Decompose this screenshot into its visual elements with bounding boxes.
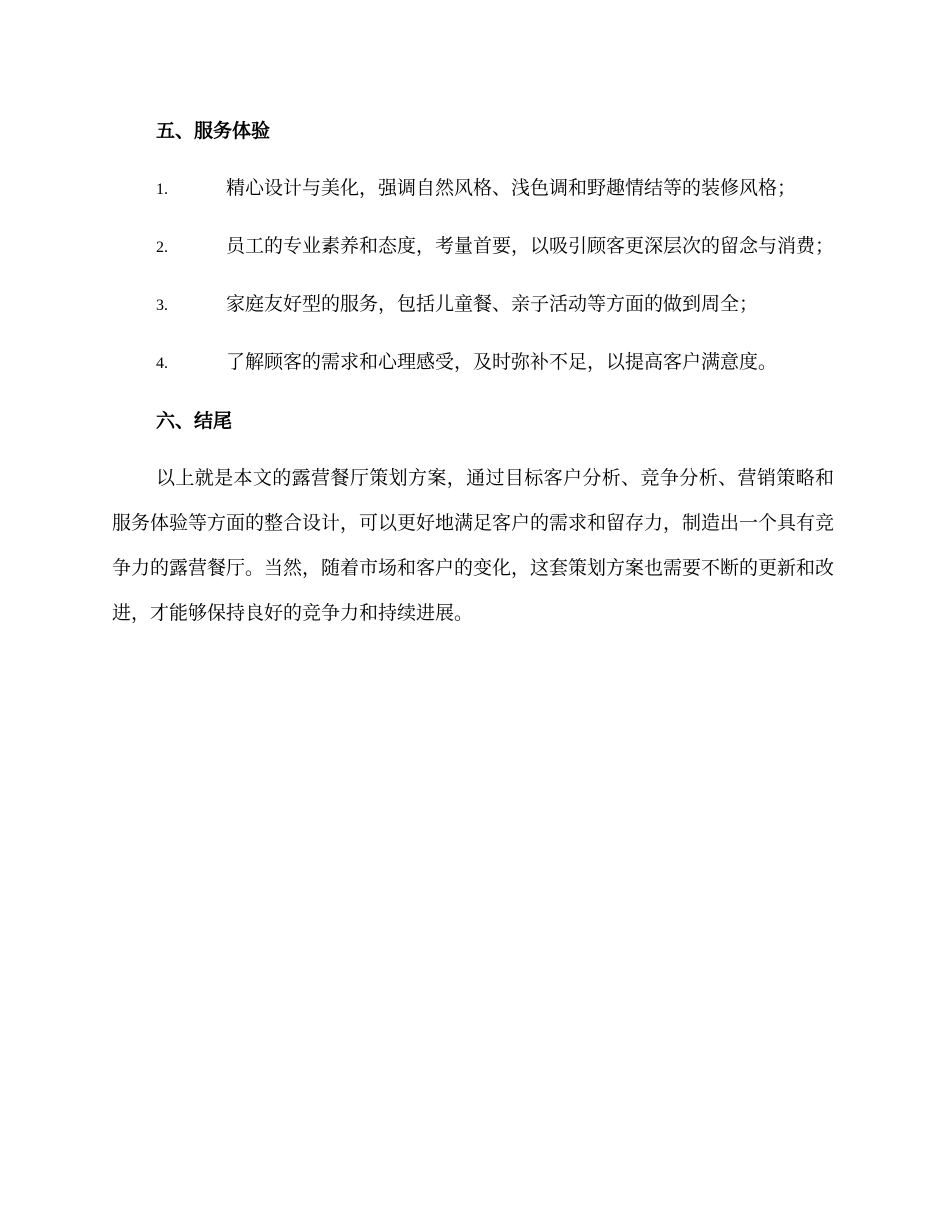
list-item-2 — [112, 224, 834, 270]
list-item-text: 员工的专业素养和态度，考量首要，以吸引顾客更深层次的留念与消费； — [226, 235, 835, 257]
list-number: 4. — [156, 355, 168, 372]
list-item-text: 精心设计与美化，强调自然风格、浅色调和野趣情结等的装修风格； — [226, 177, 797, 199]
list-item-text: 家庭友好型的服务，包括儿童餐、亲子活动等方面的做到周全； — [226, 293, 759, 315]
list-item-3 — [112, 282, 834, 328]
list-item-4 — [112, 340, 834, 386]
list-item-text: 了解顾客的需求和心理感受，及时弥补不足，以提高客户满意度。 — [226, 351, 778, 373]
list-item-1 — [112, 166, 834, 212]
list-number: 1. — [156, 181, 168, 198]
section-heading-conclusion: 六、结尾 — [156, 410, 233, 432]
conclusion-paragraph: 以上就是本文的露营餐厅策划方案，通过目标客户分析、竞争分析、营销策略和服务体验等方面的整合设计，可以更好地满足客户的需求和留存力，制造出一个具有竞争力的露营餐厅。当然，随着市场和客户的变化，这套策划方案也需要不断的更新和改进，才能够保持良好的竞争力和持续进展。 — [112, 467, 835, 624]
list-number: 2. — [156, 239, 168, 256]
section-heading-service-experience: 五、服务体验 — [156, 120, 271, 142]
document-content — [112, 108, 834, 636]
list-number: 3. — [156, 297, 168, 314]
